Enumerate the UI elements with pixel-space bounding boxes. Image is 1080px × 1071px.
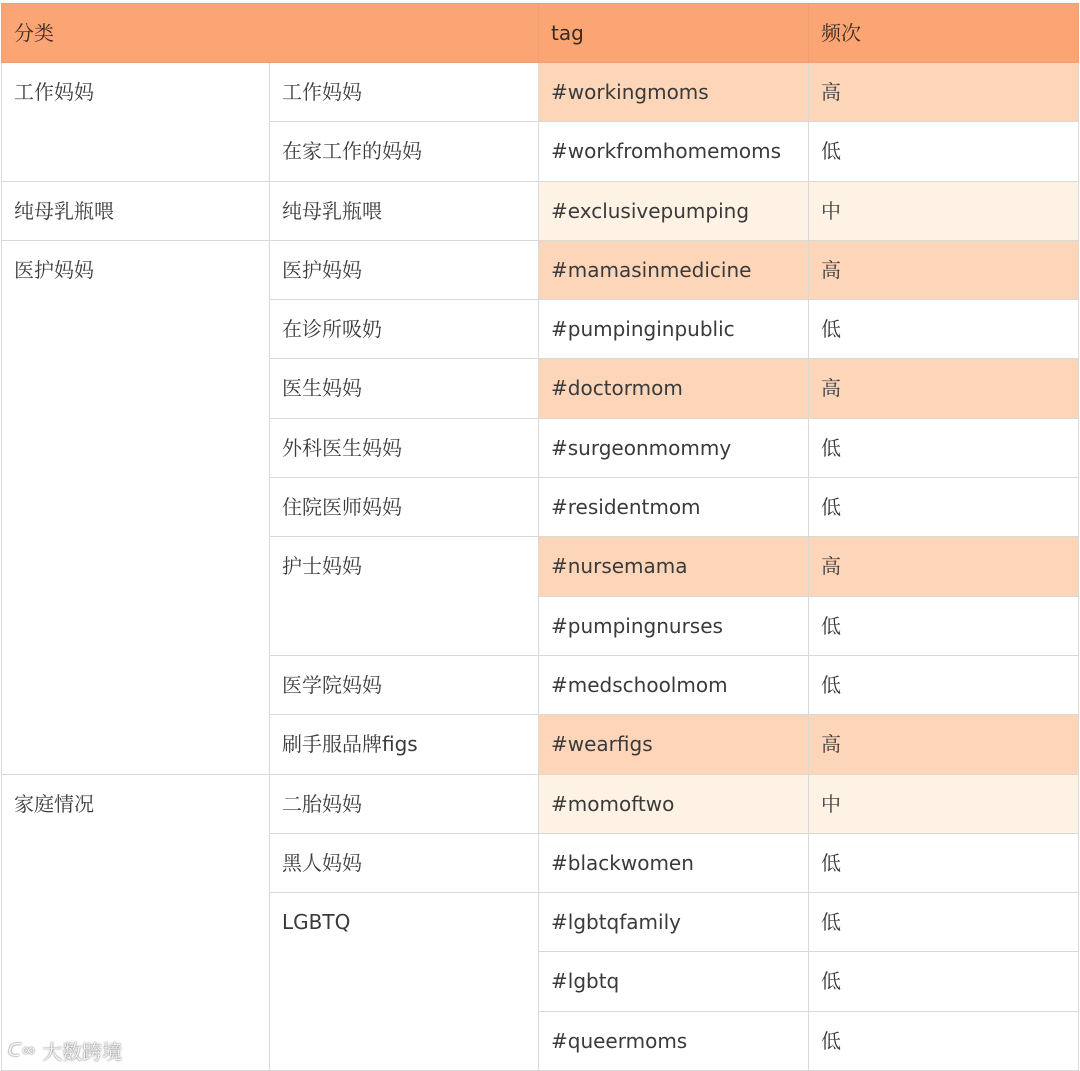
- subcategory-cell: 工作妈妈: [270, 63, 539, 122]
- tag-cell: #surgeonmommy: [539, 418, 809, 477]
- tag-cell: #lgbtq: [539, 952, 809, 1011]
- table-row: [2, 63, 1079, 122]
- table-body: [2, 63, 1079, 1071]
- subcategory-cell: 住院医师妈妈: [270, 478, 539, 537]
- category-cell: 纯母乳瓶喂: [2, 181, 270, 240]
- header-frequency: 频次: [809, 4, 1079, 63]
- subcategory-cell: 在家工作的妈妈: [270, 122, 539, 181]
- frequency-cell: 低: [809, 1011, 1079, 1070]
- frequency-cell: 中: [809, 774, 1079, 833]
- subcategory-cell: 在诊所吸奶: [270, 300, 539, 359]
- table-row: [2, 240, 1079, 299]
- table-row: [2, 181, 1079, 240]
- frequency-cell: 低: [809, 833, 1079, 892]
- frequency-cell: 低: [809, 122, 1079, 181]
- frequency-cell: 低: [809, 655, 1079, 714]
- frequency-cell: 低: [809, 952, 1079, 1011]
- tag-cell: #lgbtqfamily: [539, 893, 809, 952]
- frequency-cell: 高: [809, 240, 1079, 299]
- tag-cell: #nursemama: [539, 537, 809, 596]
- tag-cell: #pumpingnurses: [539, 596, 809, 655]
- tag-cell: #exclusivepumping: [539, 181, 809, 240]
- tag-cell: #workfromhomemoms: [539, 122, 809, 181]
- frequency-cell: 高: [809, 715, 1079, 774]
- tag-cell: #workingmoms: [539, 63, 809, 122]
- frequency-cell: 高: [809, 359, 1079, 418]
- tag-cell: #medschoolmom: [539, 655, 809, 714]
- frequency-cell: 低: [809, 418, 1079, 477]
- header-tag: tag: [539, 4, 809, 63]
- infinity-logo-icon: ᑕ∞: [8, 1040, 37, 1061]
- subcategory-cell: 医护妈妈: [270, 240, 539, 299]
- frequency-cell: 高: [809, 537, 1079, 596]
- subcategory-cell: 黑人妈妈: [270, 833, 539, 892]
- frequency-cell: 低: [809, 893, 1079, 952]
- tag-cell: #wearfigs: [539, 715, 809, 774]
- category-cell: 家庭情况: [2, 774, 270, 1070]
- tag-cell: #residentmom: [539, 478, 809, 537]
- frequency-cell: 高: [809, 63, 1079, 122]
- subcategory-cell: 护士妈妈: [270, 537, 539, 656]
- table-row: [2, 774, 1079, 833]
- category-cell: 医护妈妈: [2, 240, 270, 774]
- subcategory-cell: 刷手服品牌figs: [270, 715, 539, 774]
- tag-cell: #momoftwo: [539, 774, 809, 833]
- tag-cell: #queermoms: [539, 1011, 809, 1070]
- watermark: [8, 1036, 122, 1065]
- hashtag-frequency-table: [1, 3, 1079, 1071]
- tag-cell: #pumpinginpublic: [539, 300, 809, 359]
- frequency-cell: 低: [809, 300, 1079, 359]
- watermark-text: 大数跨境: [42, 1040, 123, 1064]
- category-cell: 工作妈妈: [2, 63, 270, 182]
- tag-cell: #mamasinmedicine: [539, 240, 809, 299]
- tag-cell: #doctormom: [539, 359, 809, 418]
- subcategory-cell: 医生妈妈: [270, 359, 539, 418]
- subcategory-cell: 纯母乳瓶喂: [270, 181, 539, 240]
- subcategory-cell: 外科医生妈妈: [270, 418, 539, 477]
- frequency-cell: 中: [809, 181, 1079, 240]
- header-category: 分类: [2, 4, 539, 63]
- subcategory-cell: 二胎妈妈: [270, 774, 539, 833]
- subcategory-cell: LGBTQ: [270, 893, 539, 1071]
- frequency-cell: 低: [809, 478, 1079, 537]
- subcategory-cell: 医学院妈妈: [270, 655, 539, 714]
- tag-cell: #blackwomen: [539, 833, 809, 892]
- table-header-row: [2, 4, 1079, 63]
- frequency-cell: 低: [809, 596, 1079, 655]
